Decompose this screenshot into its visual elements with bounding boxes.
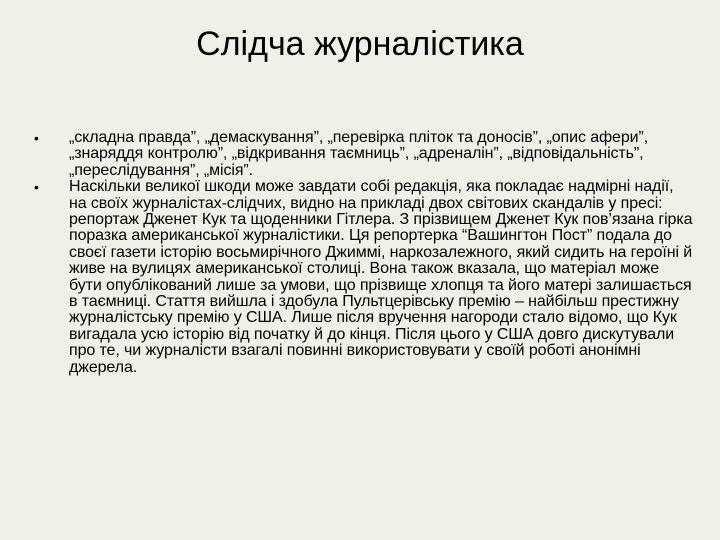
bullet-text-janet-cooke-story: Наскільки великої шкоди може завдати собі редакція, яка покладає надмірні надії, на своїх журналістах-слідчих, видно на прикладі двох світових скандалів у пресі: репортаж Дженет Кук та щоденники Гітлера. З прізвищем Дженет Кук пов’язана гірка поразка американської журналістики. Ця репортерка “Вашингтон Пост” подала до своєї газети історію восьмирічного Джиммі, наркозалежного, який сидить на героїні й живе на вулицях американської столиці. Вона також вказала, що матеріал може бути опублікований лише за умови, що прізвище хлопця та його матері залишається в таємниці. Стаття вийшла і здобула Пультцерівську премію – найбільш престижну журналістську премію у США. Лише після вручення нагороди стало відомо, що Кук вигадала усю історію від початку й до кінця. Після цього у США довго дискутували про те, чи журналісти взагалі повинні використовувати у своїй роботі анонімні джерела. (69, 178, 693, 376)
bullet-item-terms (34, 130, 694, 179)
bullet-dot-icon: • (34, 179, 39, 196)
bullet-list (34, 130, 694, 376)
slide-title: Слідча журналістика (196, 25, 524, 63)
bullet-text-terms: „складна правда”, „демаскування”, „перевірка пліток та доносів”, „опис афери”, „знаряддя контролю”, „відкривання таємниць”, „адреналін”, „відповідальність”, „переслідування”, „місія”. (69, 129, 649, 179)
bullet-item-janet-cooke-story (34, 179, 694, 376)
bullet-dot-icon: • (34, 130, 39, 146)
